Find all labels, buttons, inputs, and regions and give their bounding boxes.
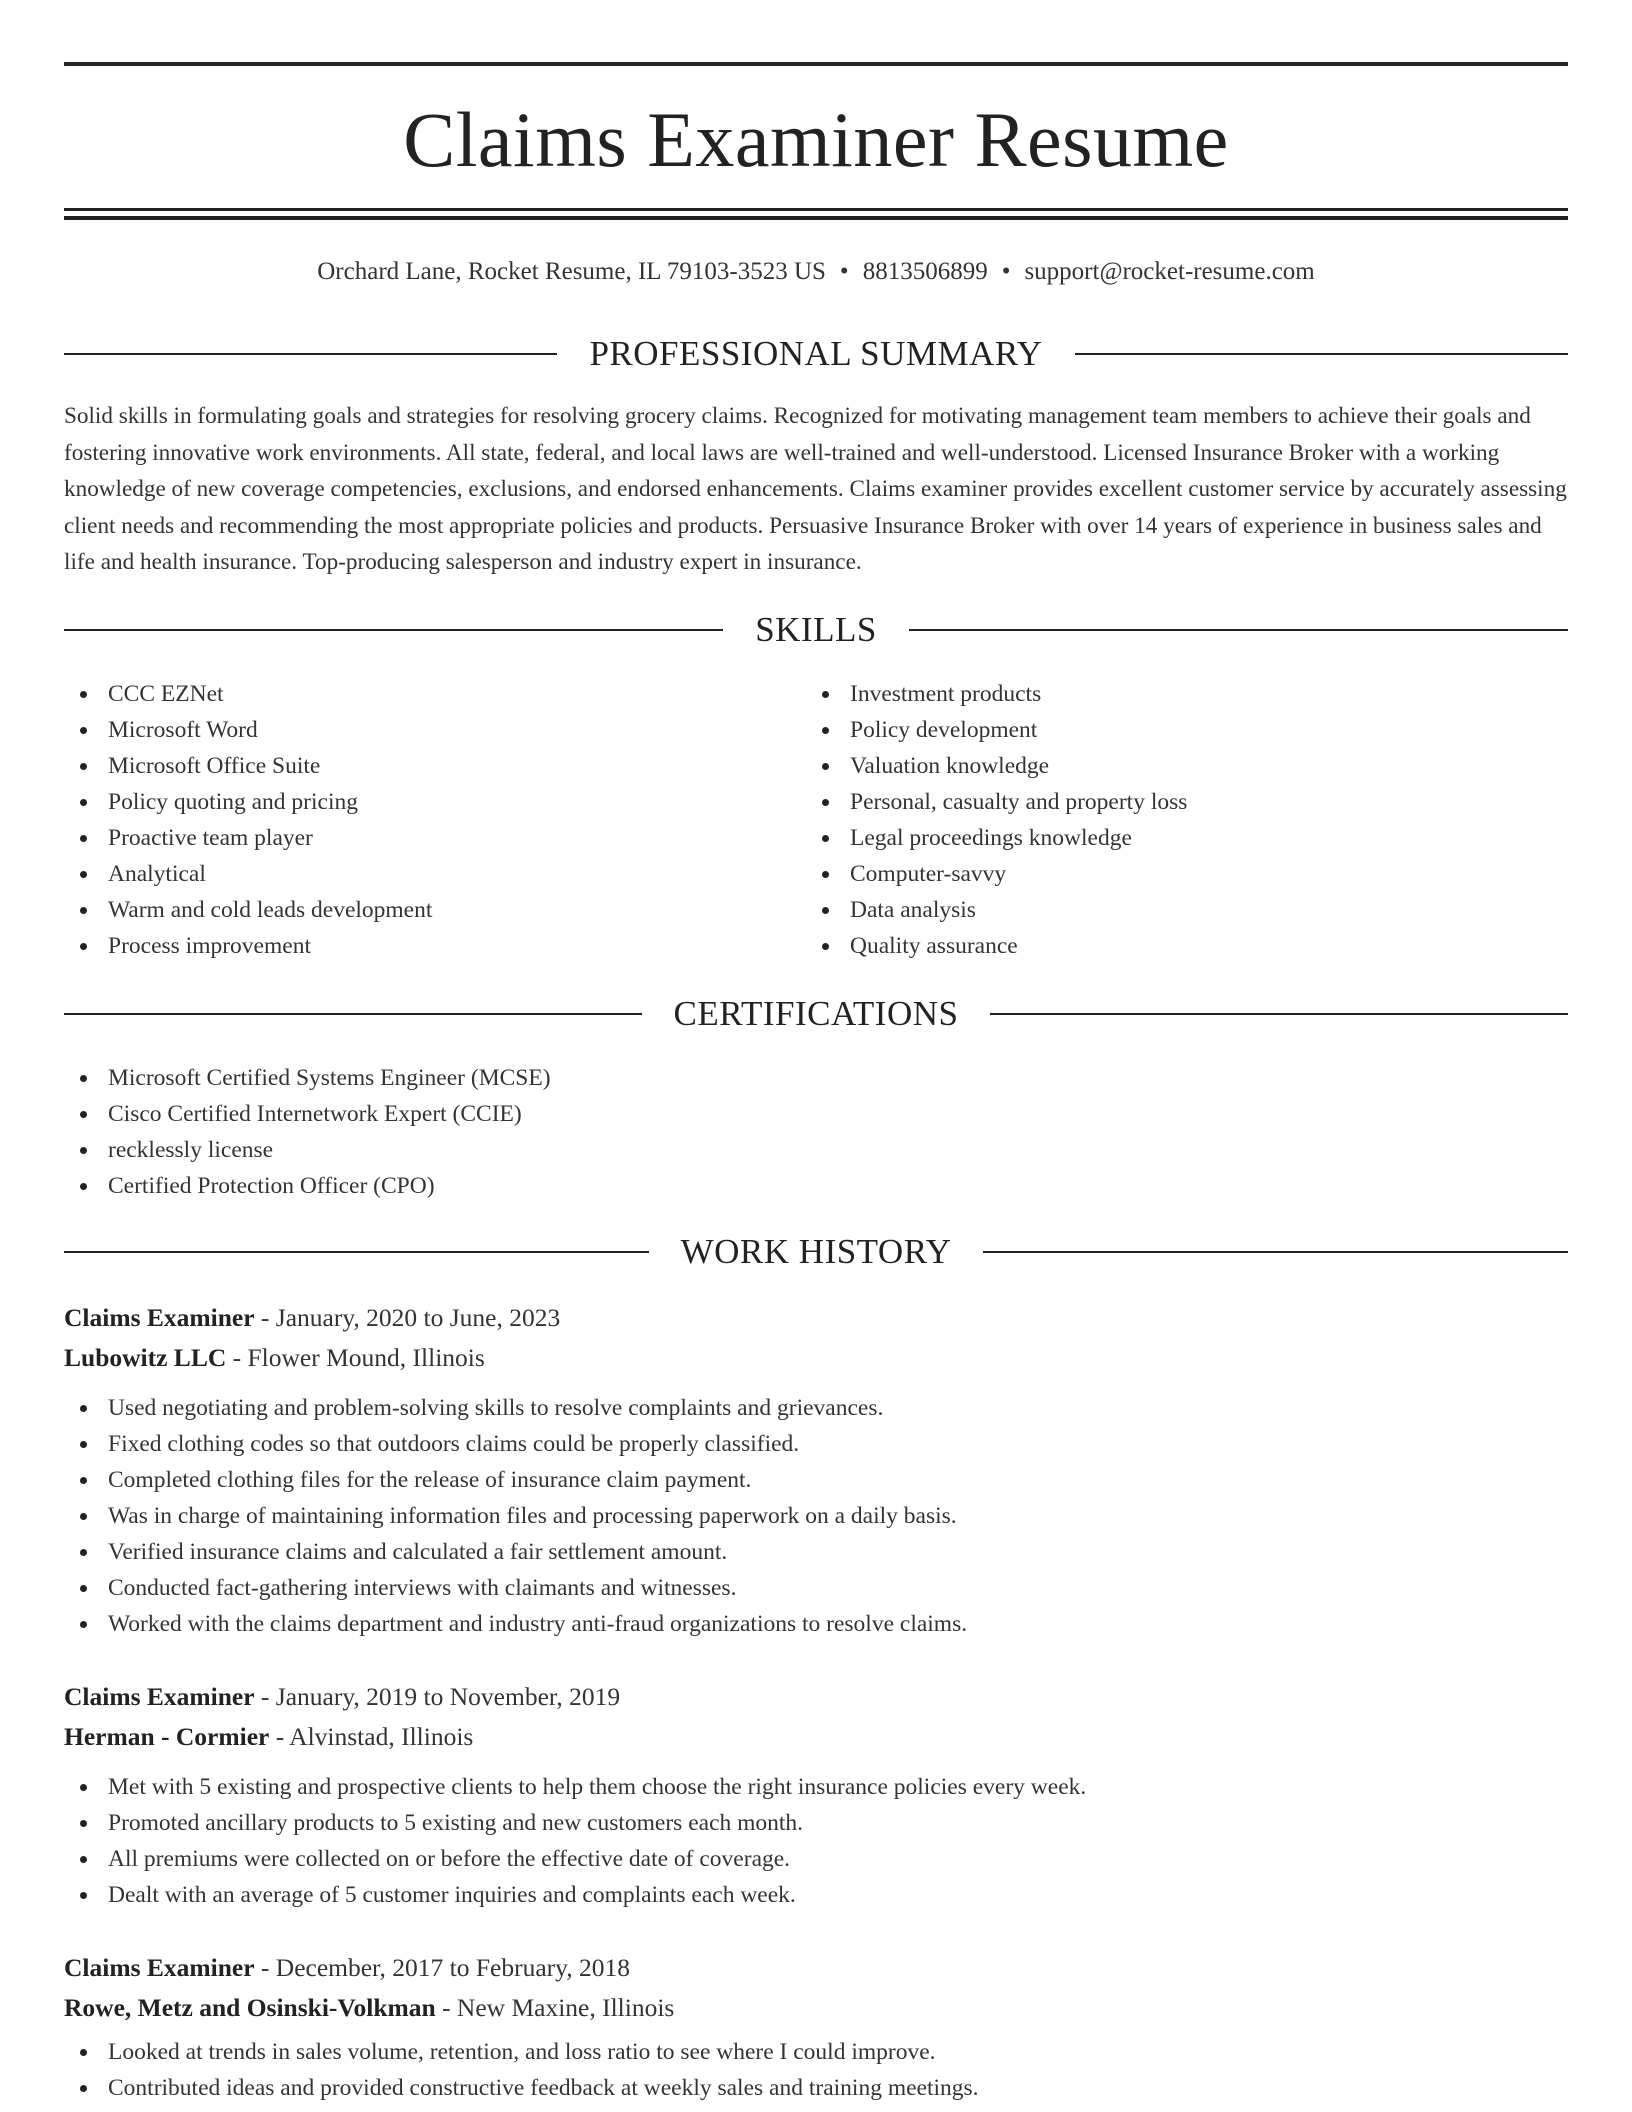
work-entry	[64, 1298, 1568, 1642]
skill-item: Quality assurance	[806, 928, 1546, 964]
heading-rule-left	[64, 1013, 642, 1015]
section-heading-work-history	[64, 1232, 1568, 1272]
skill-item: Microsoft Word	[64, 712, 804, 748]
job-dates: - December, 2017 to February, 2018	[260, 1953, 630, 1982]
heading-rule-right	[909, 629, 1568, 631]
title-rule-upper	[64, 208, 1568, 211]
skill-item: Legal proceedings knowledge	[806, 820, 1546, 856]
section-title: PROFESSIONAL SUMMARY	[589, 334, 1043, 373]
job-dates: - January, 2020 to June, 2023	[260, 1303, 561, 1332]
job-duty: Completed clothing files for the release of insurance claim payment.	[64, 1462, 1568, 1498]
job-company: Rowe, Metz and Osinski-Volkman	[64, 1993, 436, 2022]
job-duties-list	[64, 1390, 1568, 1642]
section-title: WORK HISTORY	[680, 1232, 952, 1271]
job-duty: Worked with the claims department and industry anti-fraud organizations to resolve claims.	[64, 1606, 1568, 1642]
section-title: SKILLS	[755, 610, 877, 649]
job-title: Claims Examiner	[64, 1682, 255, 1711]
job-location: - Flower Mound, Illinois	[232, 1343, 485, 1372]
contact-line	[64, 254, 1568, 290]
skill-item: Proactive team player	[64, 820, 804, 856]
skill-item: Process improvement	[64, 928, 804, 964]
skill-item: Policy quoting and pricing	[64, 784, 804, 820]
job-duty: Met with 5 existing and prospective clients to help them choose the right insurance policies every week.	[64, 1769, 1568, 1805]
skill-item: Personal, casualty and property loss	[806, 784, 1546, 820]
job-title-line	[64, 1948, 1568, 1988]
job-duty: Dealt with an average of 5 customer inquiries and complaints each week.	[64, 1877, 1568, 1913]
resume-title: Claims Examiner Resume	[403, 96, 1229, 183]
job-title: Claims Examiner	[64, 1303, 255, 1332]
certifications-list	[64, 1060, 1568, 1204]
job-company-line	[64, 1988, 1568, 2028]
skill-item: Policy development	[806, 712, 1546, 748]
job-duty: Fixed clothing codes so that outdoors claims could be properly classified.	[64, 1426, 1568, 1462]
skills-column-left	[64, 676, 804, 964]
job-duty: Verified insurance claims and calculated a fair settlement amount.	[64, 1534, 1568, 1570]
heading-rule-right	[990, 1013, 1568, 1015]
skill-item: Valuation knowledge	[806, 748, 1546, 784]
skills-list-right	[806, 676, 1546, 964]
contact-address: Orchard Lane, Rocket Resume, IL 79103-3523 US	[317, 258, 826, 285]
contact-email: support@rocket-resume.com	[1024, 258, 1315, 285]
section-heading-skills	[64, 610, 1568, 650]
certification-item: Certified Protection Officer (CPO)	[64, 1168, 1568, 1204]
job-duty: Conducted fact-gathering interviews with claimants and witnesses.	[64, 1570, 1568, 1606]
skill-item: Data analysis	[806, 892, 1546, 928]
skill-item: Warm and cold leads development	[64, 892, 804, 928]
job-location: - Alvinstad, Illinois	[275, 1722, 474, 1751]
certification-item: Microsoft Certified Systems Engineer (MCSE)	[64, 1060, 1568, 1096]
skills-column-right	[806, 676, 1546, 964]
job-duty: Contributed ideas and provided constructive feedback at weekly sales and training meetings.	[64, 2070, 1568, 2106]
certifications-block	[64, 1060, 1568, 1204]
work-entry	[64, 1677, 1568, 1913]
title-rule-lower	[64, 216, 1568, 220]
job-duties-list	[64, 1769, 1568, 1913]
summary-paragraph: Solid skills in formulating goals and strategies for resolving grocery claims. Recognized for motivating management team members to achieve their goals and fostering innovative work environments. All state, federal, and local laws are well-trained and well-understood. Licensed Insurance Broker with a working knowledge of new coverage competencies, exclusions, and endorsed enhancements. Claims examiner provides excellent customer service by accurately assessing client needs and recommending the most appropriate policies and products. Persuasive Insurance Broker with over 14 years of experience in business sales and life and health insurance. Top-producing salesperson and industry expert in insurance.	[64, 403, 1567, 575]
section-heading-summary	[64, 334, 1568, 374]
heading-rule-left	[64, 629, 723, 631]
heading-rule-left	[64, 1251, 649, 1253]
contact-separator: •	[839, 258, 849, 285]
job-duty: Was in charge of maintaining information files and processing paperwork on a daily basis.	[64, 1498, 1568, 1534]
certification-item: recklessly license	[64, 1132, 1568, 1168]
job-dates: - January, 2019 to November, 2019	[260, 1682, 621, 1711]
job-company: Herman - Cormier	[64, 1722, 270, 1751]
job-duties-list	[64, 2034, 1568, 2106]
skill-item: Investment products	[806, 676, 1546, 712]
job-location: - New Maxine, Illinois	[442, 1993, 675, 2022]
heading-rule-right	[1075, 353, 1568, 355]
contact-separator: •	[1001, 258, 1011, 285]
job-duty: Looked at trends in sales volume, retention, and loss ratio to see where I could improve.	[64, 2034, 1568, 2070]
contact-phone: 8813506899	[862, 258, 988, 285]
job-title: Claims Examiner	[64, 1953, 255, 1982]
job-duty: All premiums were collected on or before the effective date of coverage.	[64, 1841, 1568, 1877]
work-entry	[64, 1948, 1568, 2106]
skill-item: Analytical	[64, 856, 804, 892]
job-title-line	[64, 1677, 1568, 1717]
job-title-line	[64, 1298, 1568, 1338]
job-company: Lubowitz LLC	[64, 1343, 227, 1372]
top-rule	[64, 62, 1568, 66]
certification-item: Cisco Certified Internetwork Expert (CCIE)	[64, 1096, 1568, 1132]
skills-list-left	[64, 676, 804, 964]
job-company-line	[64, 1338, 1568, 1378]
job-company-line	[64, 1717, 1568, 1757]
heading-rule-left	[64, 353, 557, 355]
skill-item: Computer-savvy	[806, 856, 1546, 892]
section-title: CERTIFICATIONS	[673, 994, 959, 1033]
skill-item: CCC EZNet	[64, 676, 804, 712]
section-heading-certifications	[64, 994, 1568, 1034]
job-duty: Promoted ancillary products to 5 existing and new customers each month.	[64, 1805, 1568, 1841]
skill-item: Microsoft Office Suite	[64, 748, 804, 784]
heading-rule-right	[983, 1251, 1568, 1253]
job-duty: Used negotiating and problem-solving skills to resolve complaints and grievances.	[64, 1390, 1568, 1426]
